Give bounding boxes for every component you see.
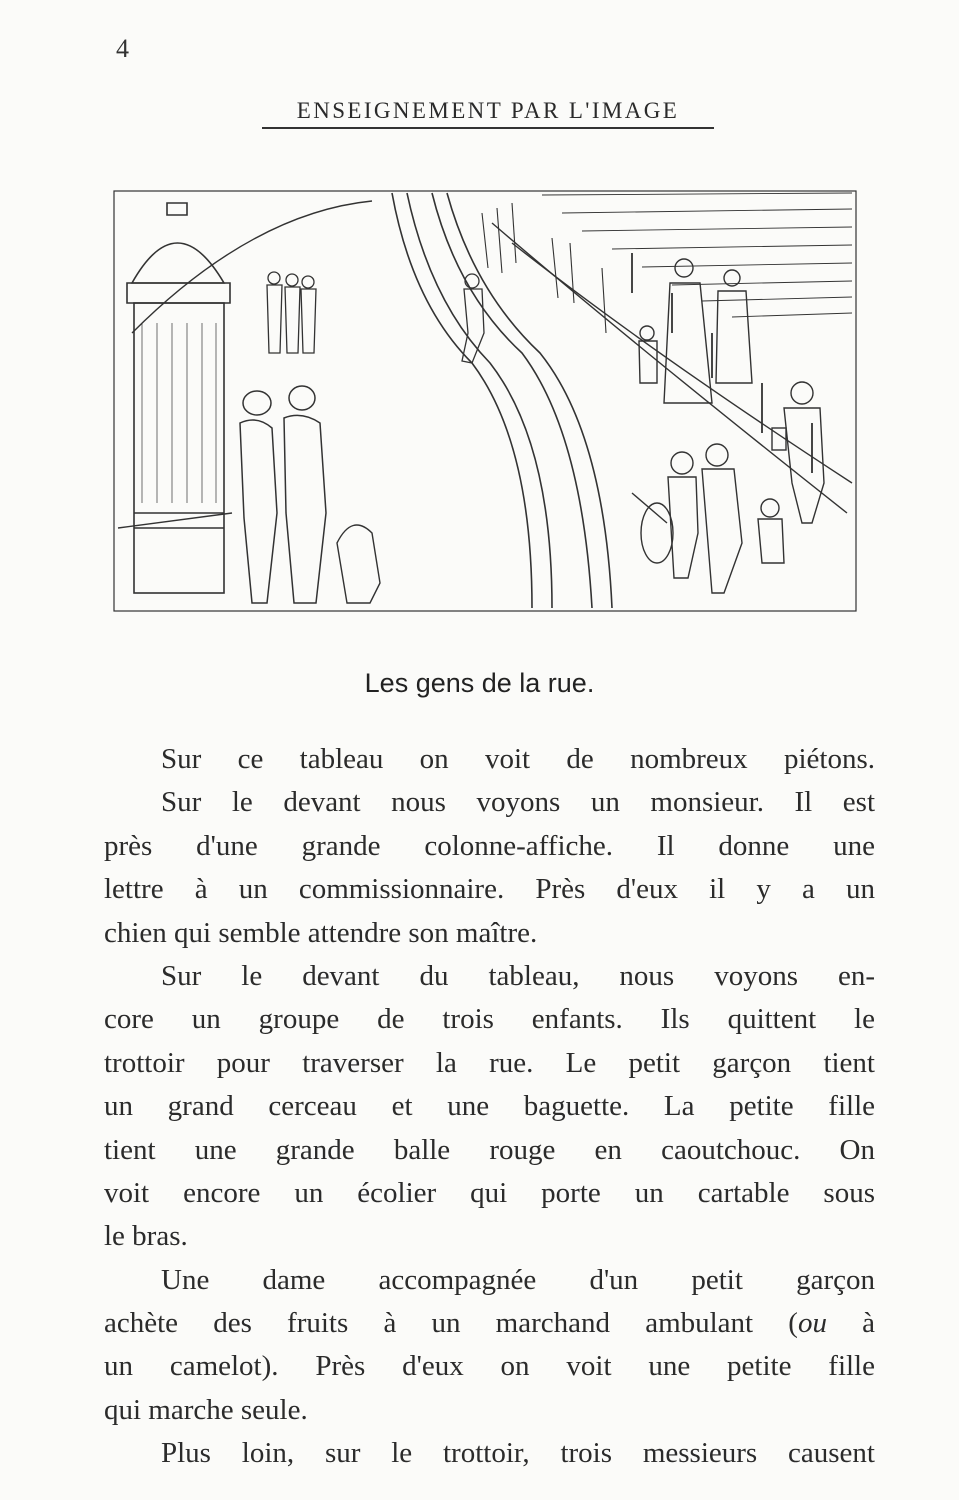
text-line: Sur le devant nous voyons un monsieur. Il est: [161, 786, 875, 819]
text-line: le bras.: [104, 1220, 188, 1253]
text-line: Plus loin, sur le trottoir, trois messieurs causent: [161, 1437, 875, 1470]
text-line: près d'une grande colonne-affiche. Il donne une: [104, 829, 875, 862]
body-text: [104, 738, 875, 1476]
running-head: ENSEIGNEMENT PAR L'IMAGE: [262, 98, 714, 129]
page-number: 4: [116, 34, 129, 63]
street-illustration: [112, 183, 860, 615]
text-line: lettre à un commissionnaire. Près d'eux il y a un: [104, 873, 875, 906]
text-line: un camelot). Près d'eux on voit une petite fille: [104, 1350, 875, 1383]
dog: [337, 525, 380, 603]
sea-hatching: [542, 193, 852, 317]
pedestrian: [462, 274, 484, 363]
text-line: Une dame accompagnée d'un petit garçon: [161, 1263, 875, 1296]
text-line: Sur ce tableau on voit de nombreux piétons.: [161, 743, 875, 775]
tram-rails: [392, 193, 612, 608]
lady-and-vendor: [639, 259, 752, 403]
text-line: Sur le devant du tableau, nous voyons en-: [161, 959, 875, 992]
text-segment: achète des fruits à un marchand ambulant (: [104, 1307, 798, 1340]
text-line: un grand cerceau et une baguette. La petite fille: [104, 1090, 875, 1123]
text-italic-ou: ou: [797, 1307, 827, 1340]
text-line: tient une grande balle rouge en caoutchouc. On: [104, 1133, 875, 1166]
text-line: core un groupe de trois enfants. Ils quittent le: [104, 1003, 875, 1036]
illustration-frame: [114, 191, 856, 611]
text-segment: à: [826, 1307, 876, 1340]
text-line: voit encore un écolier qui porte un cartable sous: [104, 1176, 875, 1209]
text-line: qui marche seule.: [104, 1393, 308, 1426]
text-line: chien qui semble attendre son maître.: [104, 916, 538, 949]
text-line: [104, 1302, 875, 1345]
advertising-column: [127, 203, 230, 593]
schoolboy: [772, 382, 824, 523]
gentleman-and-porter: [240, 386, 326, 603]
street-curb: [132, 201, 372, 333]
children-with-hoop: [632, 444, 784, 593]
text-line: trottoir pour traverser la rue. Le petit garçon tient: [104, 1046, 875, 1079]
figure-caption: Les gens de la rue.: [364, 668, 595, 698]
three-gentlemen: [267, 272, 316, 353]
